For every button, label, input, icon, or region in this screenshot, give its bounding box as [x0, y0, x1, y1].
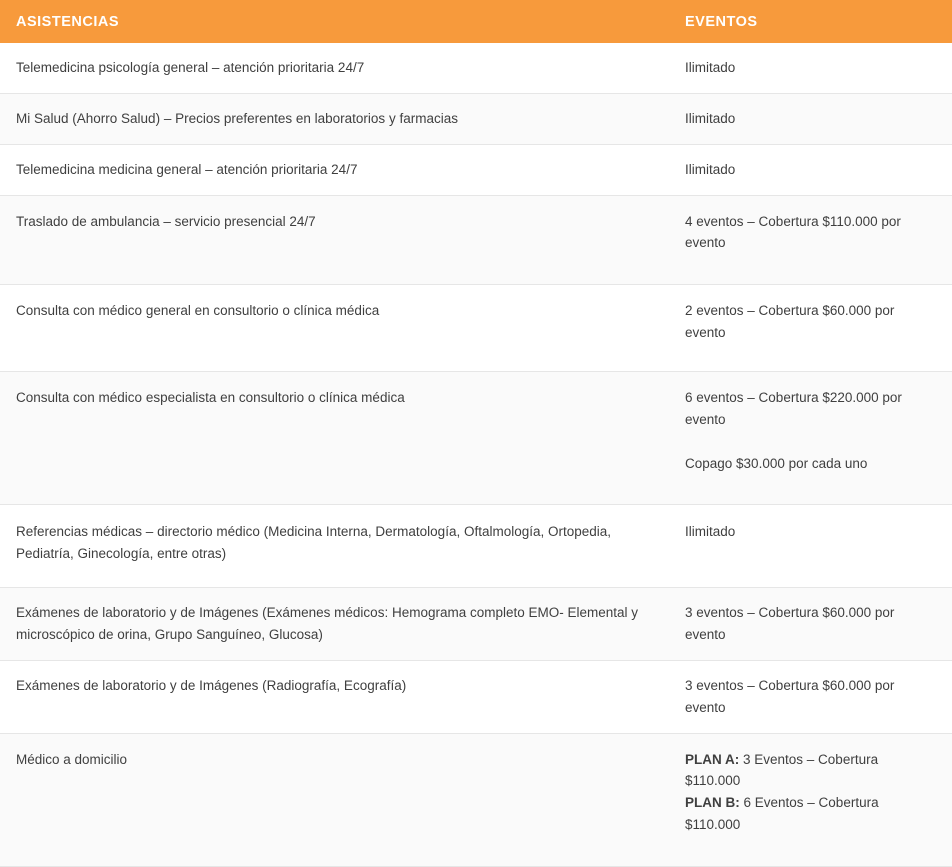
table-row [0, 660, 952, 733]
assistance-cell: Telemedicina medicina general – atención prioritaria 24/7 [0, 144, 673, 195]
events-text: 2 eventos – Cobertura $60.000 por evento [685, 303, 895, 341]
table-row [0, 285, 952, 372]
assistance-cell: Mi Salud (Ahorro Salud) – Precios preferentes en laboratorios y farmacias [0, 93, 673, 144]
events-text: Ilimitado [685, 60, 736, 75]
table-row [0, 43, 952, 93]
events-cell [673, 588, 952, 661]
events-plan-a [685, 749, 936, 793]
events-cell [673, 372, 952, 505]
events-text: Ilimitado [685, 161, 736, 177]
column-header-assistances: ASISTENCIAS [0, 0, 673, 43]
events-cell [673, 93, 952, 144]
column-header-events: EVENTOS [673, 0, 952, 43]
events-cell [673, 660, 952, 733]
header-row [0, 0, 952, 43]
table-body [0, 43, 952, 867]
assistance-cell: Exámenes de laboratorio y de Imágenes (Exámenes médicos: Hemograma completo EMO- Elemental y microscópico de orina, Grupo Sanguíneo, Glucosa) [0, 588, 673, 661]
events-text: 6 eventos – Cobertura $220.000 por evento [685, 390, 902, 427]
table-row [0, 505, 952, 588]
events-plan-b [685, 792, 936, 836]
events-cell [673, 285, 952, 372]
table-row [0, 93, 952, 144]
events-cell [673, 43, 952, 93]
assistance-cell: Exámenes de laboratorio y de Imágenes (Radiografía, Ecografía) [0, 660, 673, 733]
events-cell [673, 195, 952, 285]
events-text: 4 eventos – Cobertura $110.000 por evento [685, 213, 901, 251]
assistance-cell: Referencias médicas – directorio médico (Medicina Interna, Dermatología, Oftalmología, Ortopedia, Pediatría, Ginecología, entre otras) [0, 505, 673, 588]
events-text: 3 eventos – Cobertura $60.000 por evento [685, 605, 895, 643]
events-cell [673, 733, 952, 866]
assistance-cell: Médico a domicilio [0, 733, 673, 866]
plan-b-label: PLAN B: [685, 795, 740, 811]
events-text: Ilimitado [685, 524, 736, 540]
events-cell [673, 505, 952, 588]
table-row [0, 195, 952, 285]
assistance-cell: Consulta con médico especialista en consultorio o clínica médica [0, 372, 673, 505]
assistance-cell: Consulta con médico general en consultorio o clínica médica [0, 285, 673, 372]
table-row [0, 588, 952, 661]
plan-a-label: PLAN A: [685, 751, 740, 767]
plan-b-text: 6 Eventos – Cobertura $110.000 [685, 795, 879, 833]
table-row [0, 372, 952, 505]
assistance-cell: Telemedicina psicología general – atención prioritaria 24/7 [0, 43, 673, 93]
events-copago-text: Copago $30.000 por cada uno [685, 455, 868, 471]
table-row [0, 144, 952, 195]
assistance-cell: Traslado de ambulancia – servicio presencial 24/7 [0, 195, 673, 285]
table-row [0, 733, 952, 866]
plan-a-text: 3 Eventos – Cobertura $110.000 [685, 751, 879, 789]
events-cell [673, 144, 952, 195]
table-header [0, 0, 952, 43]
events-text: Ilimitado [685, 110, 736, 126]
events-text: 3 eventos – Cobertura $60.000 por evento [685, 677, 895, 715]
